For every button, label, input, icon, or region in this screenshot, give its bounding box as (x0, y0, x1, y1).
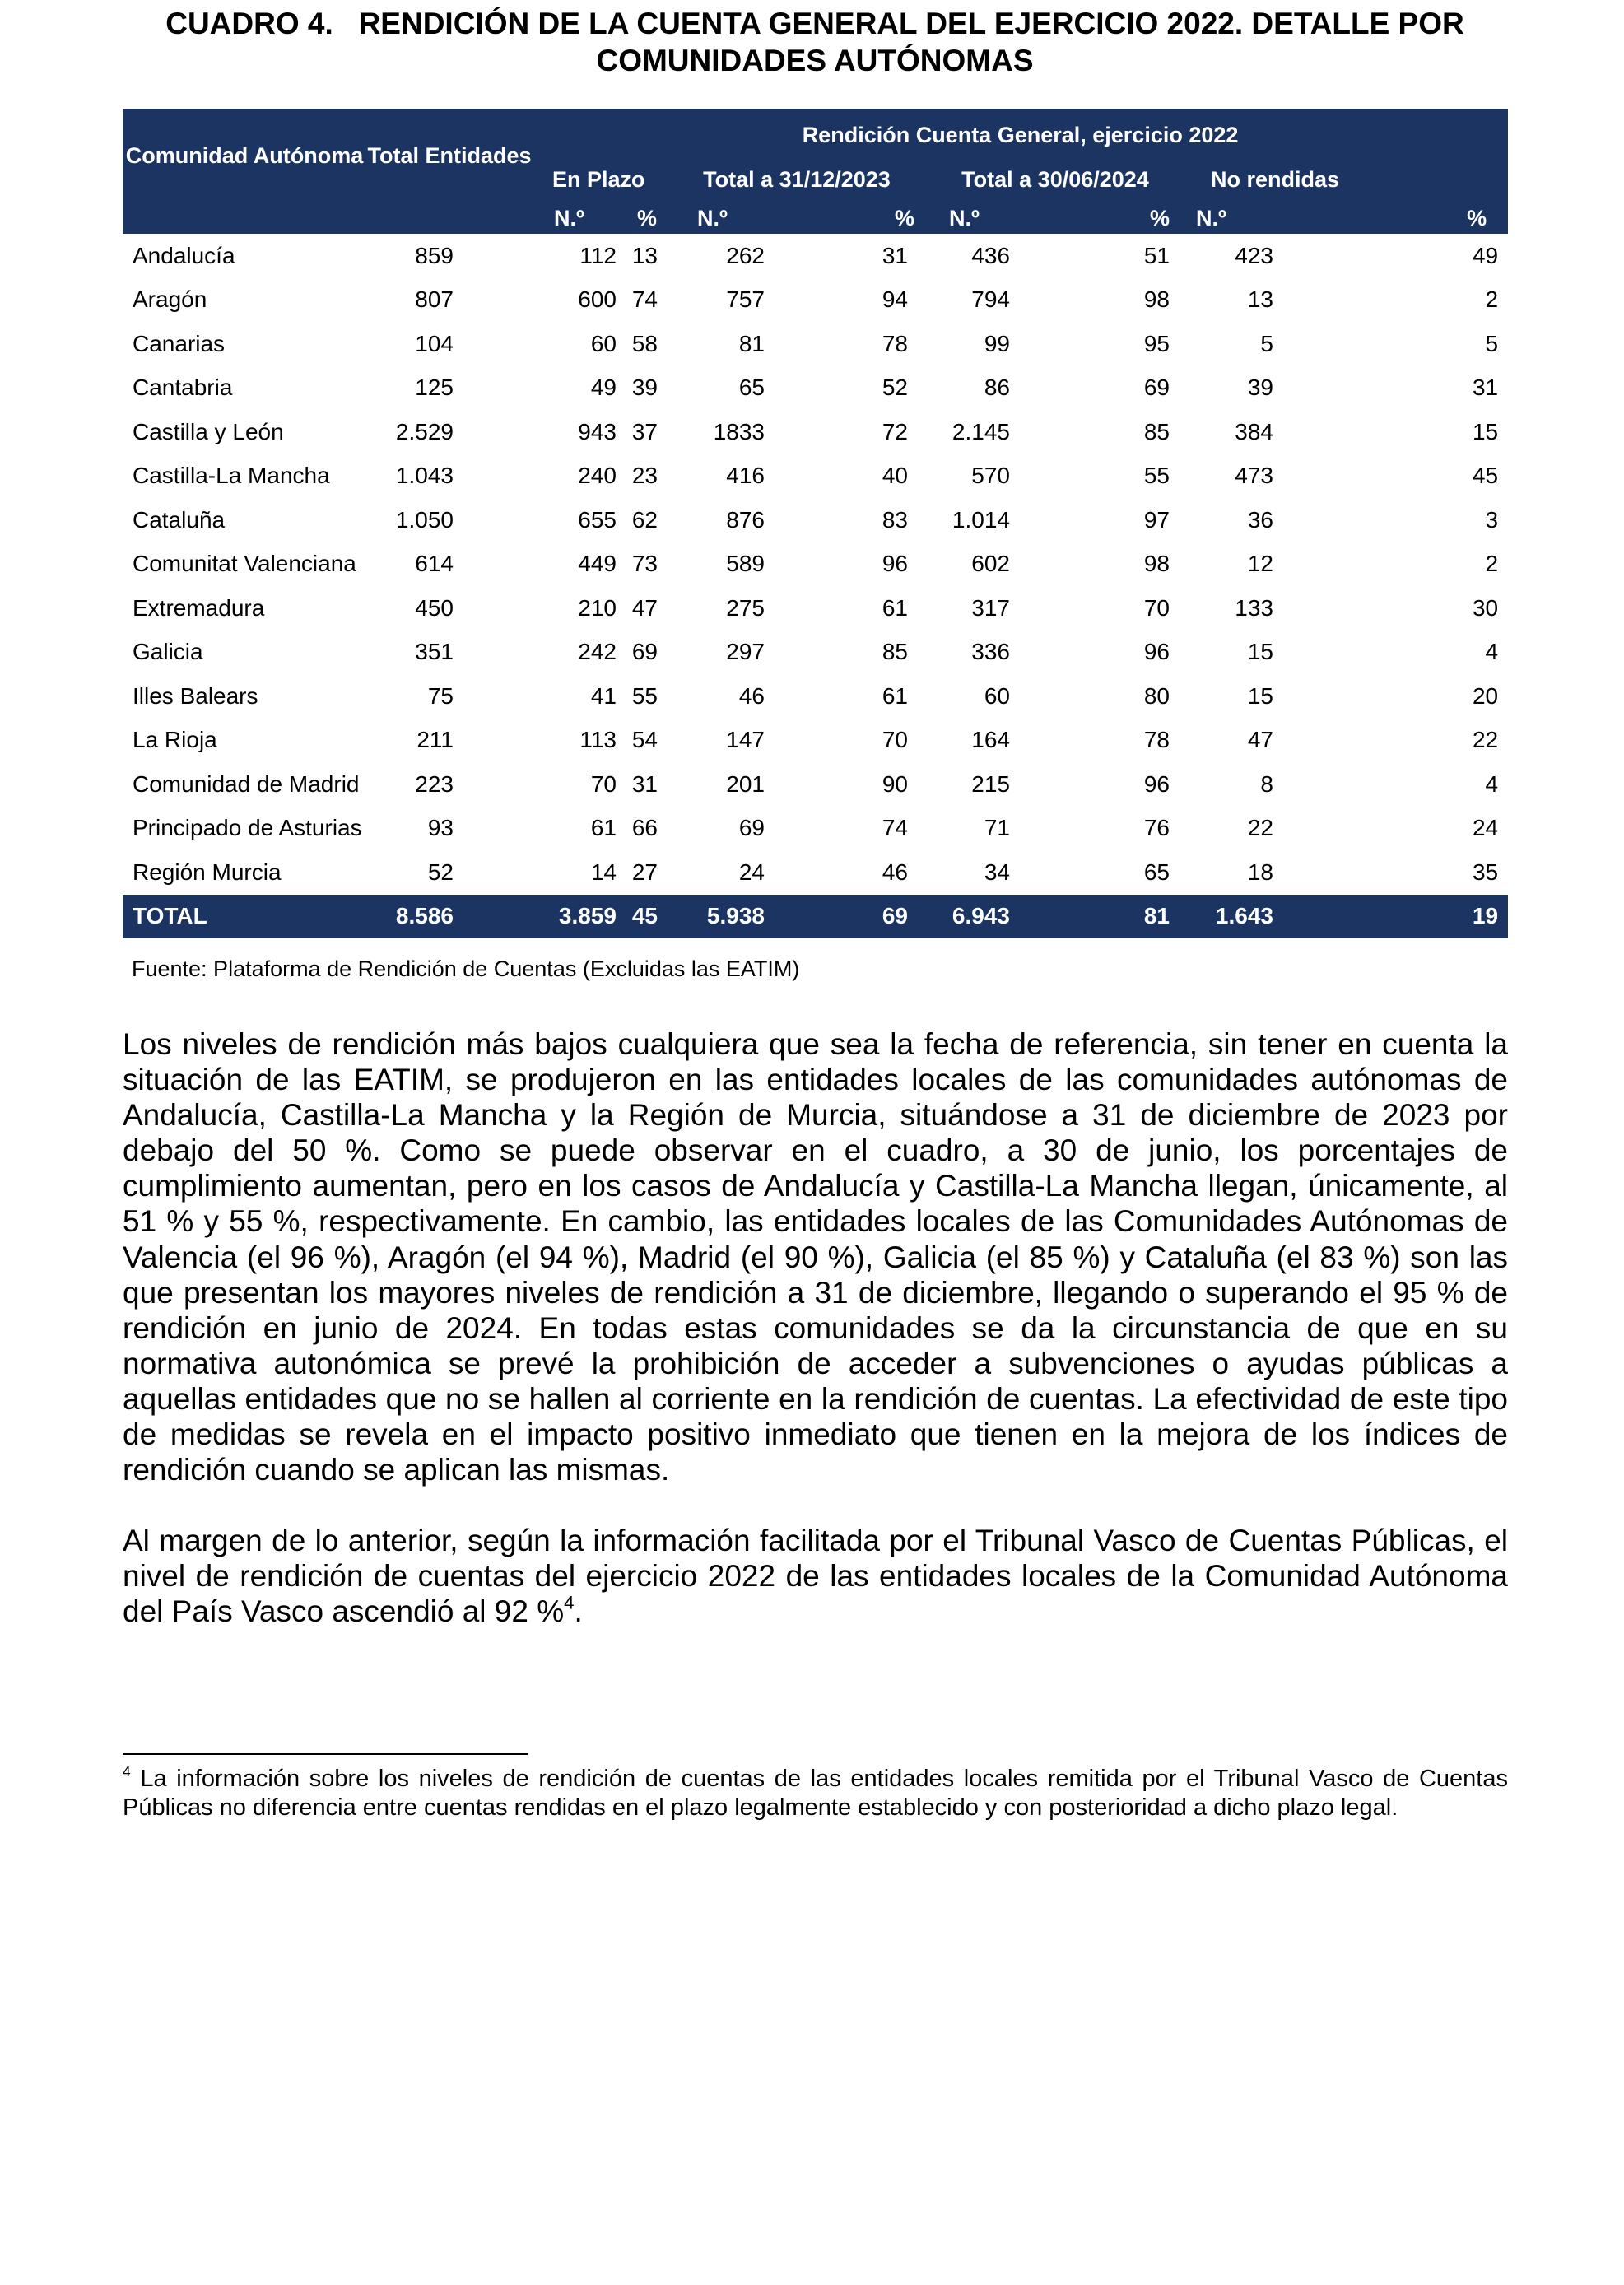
cell-ep-n: 210 (578, 594, 617, 621)
cell-t24-n: 570 (971, 463, 1010, 489)
cell-t24-p: 70 (1143, 594, 1170, 621)
paragraph-2-end: . (574, 1594, 583, 1629)
cell-total: 211 (416, 727, 454, 753)
cell-t23-p: 40 (882, 463, 908, 489)
cell-ep-n: 61 (590, 815, 617, 841)
cell-total: 807 (415, 286, 454, 313)
table-source: Fuente: Plataforma de Rendición de Cuentas (Excluidas las EATIM) (132, 956, 800, 981)
cell-t23-p: 61 (882, 594, 908, 621)
cell-t24-p: 96 (1143, 770, 1170, 797)
cell-t23-p: 52 (882, 375, 908, 401)
cell-total: 859 (415, 242, 454, 268)
cell-total: 8.586 (366, 895, 533, 939)
cell-nr-p: 5 (1485, 330, 1499, 356)
subheader-n: N.º (533, 202, 625, 234)
cell-t24-p: 76 (1143, 815, 1170, 841)
cell-nr-p: 3 (1485, 506, 1499, 533)
cell-t23-n: 876 (726, 506, 765, 533)
cell-t24-p: 80 (1143, 682, 1170, 709)
cell-total: 450 (415, 594, 454, 621)
community-name: Castilla-La Mancha (133, 463, 330, 489)
cell-ep-p: 47 (631, 594, 658, 621)
cell-nr-n: 13 (1247, 286, 1273, 313)
cell-total: 93 (427, 815, 454, 841)
cell-t23-n: 262 (726, 242, 765, 268)
cell-nr-p: 30 (1472, 594, 1499, 621)
cell-t23-p: 69 (814, 895, 924, 939)
cell-t23-p: 70 (882, 727, 908, 753)
cell-total: 125 (415, 375, 454, 401)
body-paragraph-2 (123, 1523, 1508, 1629)
cell-nr-p: 31 (1472, 375, 1499, 401)
cell-t23-n: 416 (726, 463, 765, 489)
cell-t24-p: 95 (1143, 330, 1170, 356)
cell-t23-p: 90 (882, 770, 908, 797)
table-row (123, 807, 1508, 851)
cell-t24-n: 86 (984, 375, 1010, 401)
cell-ep-p: 45 (625, 895, 669, 939)
cell-ep-p: 23 (631, 463, 658, 489)
community-name: Illes Balears (133, 682, 258, 709)
subheader-pct: % (1315, 202, 1508, 234)
cell-t24-n: 336 (971, 639, 1010, 665)
cell-nr-n: 133 (1235, 594, 1273, 621)
cell-t24-n: 6.943 (924, 895, 1074, 939)
table-row (123, 850, 1508, 895)
cell-t24-p: 81 (1074, 895, 1186, 939)
cell-ep-n: 70 (590, 770, 617, 797)
cell-ep-p: 73 (631, 551, 658, 577)
cell-t24-p: 85 (1143, 418, 1170, 444)
table-row (123, 631, 1508, 675)
total-row (123, 895, 1508, 939)
cell-nr-n: 12 (1247, 551, 1273, 577)
cell-nr-p: 2 (1485, 551, 1499, 577)
cell-t23-n: 275 (726, 594, 765, 621)
header-spacer (123, 202, 366, 234)
community-name: Canarias (133, 330, 226, 356)
community-name: Comunidad de Madrid (133, 770, 360, 797)
cell-t23-n: 1833 (713, 418, 765, 444)
community-name: Extremadura (133, 594, 265, 621)
footnote-reference: 4 (564, 1592, 575, 1613)
cell-t24-n: 164 (971, 727, 1010, 753)
table-row (123, 719, 1508, 763)
table-row (123, 762, 1508, 807)
cell-t23-p: 31 (882, 242, 908, 268)
cell-nr-n: 8 (1260, 770, 1273, 797)
cell-nr-p: 45 (1472, 463, 1499, 489)
cell-t23-n: 757 (726, 286, 765, 313)
cell-t23-p: 85 (882, 639, 908, 665)
table-row (123, 234, 1508, 278)
community-name: Galicia (133, 639, 203, 665)
cell-t23-n: 5.938 (669, 895, 814, 939)
cell-t24-p: 98 (1143, 286, 1170, 313)
cell-t24-n: 436 (971, 242, 1010, 268)
cell-nr-p: 4 (1485, 639, 1499, 665)
cell-ep-p: 55 (631, 682, 658, 709)
cell-ep-n: 14 (590, 859, 617, 885)
cell-t24-p: 98 (1143, 551, 1170, 577)
cell-t23-n: 297 (726, 639, 765, 665)
cell-t24-n: 34 (984, 859, 1010, 885)
cell-t24-n: 71 (984, 815, 1010, 841)
cell-t24-p: 51 (1143, 242, 1170, 268)
cell-ep-n: 3.859 (533, 895, 625, 939)
footnote-text: La información sobre los niveles de rendición de cuentas de las entidades locales remitida por el Tribunal Vasco de Cuentas Públicas no diferencia entre cuentas rendidas en el plazo legalmente establecido y con posterioridad a dicho plazo legal. (123, 1766, 1508, 1821)
cell-t24-n: 60 (984, 682, 1010, 709)
cell-t23-p: 61 (882, 682, 908, 709)
cell-ep-p: 31 (631, 770, 658, 797)
cell-ep-n: 242 (578, 639, 617, 665)
cell-ep-n: 60 (590, 330, 617, 356)
cell-nr-n: 384 (1235, 418, 1273, 444)
cell-nr-n: 22 (1247, 815, 1273, 841)
cell-total: 614 (415, 551, 454, 577)
cell-ep-n: 655 (578, 506, 617, 533)
cell-total: 2.529 (395, 418, 454, 444)
cell-nr-n: 473 (1235, 463, 1273, 489)
cell-t23-p: 96 (882, 551, 908, 577)
total-label: TOTAL (123, 895, 366, 939)
cell-t23-n: 81 (738, 330, 765, 356)
cell-t23-n: 147 (726, 727, 765, 753)
cell-total: 52 (427, 859, 454, 885)
table-row (123, 586, 1508, 631)
cell-ep-n: 600 (578, 286, 617, 313)
cell-t24-n: 215 (971, 770, 1010, 797)
community-name: Castilla y León (133, 418, 284, 444)
cell-ep-p: 37 (631, 418, 658, 444)
subheader-pct: % (625, 202, 669, 234)
table-row (123, 674, 1508, 719)
table-row (123, 366, 1508, 411)
table-row (123, 454, 1508, 499)
community-name: Comunitat Valenciana (133, 551, 356, 577)
cell-nr-n: 18 (1247, 859, 1273, 885)
cell-t23-n: 589 (726, 551, 765, 577)
cell-t23-p: 72 (882, 418, 908, 444)
cell-ep-p: 54 (631, 727, 658, 753)
cell-ep-p: 39 (631, 375, 658, 401)
subheader-pct: % (814, 202, 924, 234)
table-title (123, 5, 1506, 79)
table-body (123, 234, 1508, 938)
cell-ep-n: 41 (590, 682, 617, 709)
cell-t24-n: 794 (971, 286, 1010, 313)
footnote-marker: 4 (123, 1762, 131, 1780)
cell-t23-p: 94 (882, 286, 908, 313)
table-row (123, 410, 1508, 454)
community-name: Cantabria (133, 375, 233, 401)
cell-t24-p: 65 (1143, 859, 1170, 885)
cell-nr-p: 35 (1472, 859, 1499, 885)
cell-ep-p: 58 (631, 330, 658, 356)
header-group: Rendición Cuenta General, ejercicio 2022 (533, 109, 1508, 157)
cell-t23-p: 78 (882, 330, 908, 356)
header-spacer (366, 202, 533, 234)
subheader-pct: % (1074, 202, 1186, 234)
paragraph-2-text: Al margen de lo anterior, según la información facilitada por el Tribunal Vasco de Cuentas Públicas, el nivel de rendición de cuentas del ejercicio 2022 de las entidades locales de la Comunidad Autónoma del País Vasco ascendió al 92 % (123, 1524, 1508, 1629)
header-no-rendidas: No rendidas (1186, 157, 1508, 202)
community-name: Cataluña (133, 506, 226, 533)
header-total-2024: Total a 30/06/2024 (924, 157, 1186, 202)
cell-ep-n: 943 (578, 418, 617, 444)
header-total-2023: Total a 31/12/2023 (669, 157, 924, 202)
cell-t23-n: 24 (738, 859, 765, 885)
cell-t23-p: 74 (882, 815, 908, 841)
cell-nr-n: 5 (1260, 330, 1273, 356)
subheader-n: N.º (924, 202, 1074, 234)
cell-t23-n: 46 (738, 682, 765, 709)
cell-t24-n: 99 (984, 330, 1010, 356)
cell-t24-n: 1.014 (952, 506, 1010, 533)
cell-ep-p: 13 (631, 242, 658, 268)
cell-nr-n: 15 (1247, 682, 1273, 709)
cell-nr-p: 49 (1472, 242, 1499, 268)
cell-ep-n: 112 (579, 242, 617, 268)
table-row (123, 322, 1508, 366)
community-name: Andalucía (133, 242, 235, 268)
cell-t24-n: 317 (971, 594, 1010, 621)
cell-ep-p: 66 (631, 815, 658, 841)
cell-nr-n: 423 (1235, 242, 1273, 268)
community-name: La Rioja (133, 727, 217, 753)
cell-t23-p: 46 (882, 859, 908, 885)
subheader-n: N.º (1186, 202, 1315, 234)
cell-total: 1.043 (395, 463, 454, 489)
cell-nr-p: 24 (1472, 815, 1499, 841)
cell-nr-p: 15 (1472, 418, 1499, 444)
cell-ep-n: 113 (579, 727, 617, 753)
header-en-plazo: En Plazo (533, 157, 669, 202)
table-row (123, 278, 1508, 323)
cell-t24-p: 97 (1143, 506, 1170, 533)
cell-t23-n: 65 (738, 375, 765, 401)
cell-nr-n: 47 (1247, 727, 1273, 753)
cell-t24-p: 78 (1143, 727, 1170, 753)
cell-nr-n: 1.643 (1186, 895, 1315, 939)
cell-t24-p: 69 (1143, 375, 1170, 401)
cell-total: 104 (415, 330, 454, 356)
cell-nr-p: 20 (1472, 682, 1499, 709)
cell-nr-n: 36 (1247, 506, 1273, 533)
cell-ep-p: 27 (631, 859, 658, 885)
cell-t24-n: 2.145 (952, 418, 1010, 444)
cell-t24-n: 602 (971, 551, 1010, 577)
cell-nr-p: 19 (1315, 895, 1508, 939)
community-name: Principado de Asturias (133, 815, 362, 841)
cell-ep-n: 449 (578, 551, 617, 577)
community-name: Aragón (133, 286, 207, 313)
cell-nr-p: 4 (1485, 770, 1499, 797)
cell-ep-p: 69 (631, 639, 658, 665)
body-paragraph-1: Los niveles de rendición más bajos cualquiera que sea la fecha de referencia, sin tener en cuenta la situación de las EATIM, se produjeron en las entidades locales de las comunidades autónomas de Andalucía, Castilla-La Mancha y la Región de Murcia, situándose a 31 de diciembre de 2023 por debajo del 50 %. Como se puede observar en el cuadro, a 30 de junio, los porcentajes de cumplimiento aumentan, pero en los casos de Andalucía y Castilla-La Mancha llegan, únicamente, al 51 % y 55 %, respectivamente. En cambio, las entidades locales de las Comunidades Autónomas de Valencia (el 96 %), Aragón (el 94 %), Madrid (el 90 %), Galicia (el 85 %) y Cataluña (el 83 %) son las que presentan los mayores niveles de rendición a 31 de diciembre, llegando o superando el 95 % de rendición en junio de 2024. En todas estas comunidades se da la circunstancia de que en su normativa autonómica se prevé la prohibición de acceder a subvenciones o ayudas públicas a aquellas entidades que no se hallen al corriente en la rendición de cuentas. La efectividad de este tipo de medidas se revela en el impacto positivo inmediato que tienen en la mejora de los índices de rendición cuando se aplican las mismas. (123, 1027, 1508, 1487)
community-name: Región Murcia (133, 859, 282, 885)
footnote (123, 1762, 1508, 1822)
cell-total: 351 (415, 639, 454, 665)
cell-t24-p: 96 (1143, 639, 1170, 665)
title-line-1: CUADRO 4. RENDICIÓN DE LA CUENTA GENERAL DEL EJERCICIO 2022. DETALLE POR (165, 7, 1464, 40)
cell-nr-p: 22 (1472, 727, 1499, 753)
table-row (123, 542, 1508, 587)
cell-total: 223 (415, 770, 454, 797)
cell-nr-p: 2 (1485, 286, 1499, 313)
title-line-2: COMUNIDADES AUTÓNOMAS (596, 44, 1034, 77)
table-row (123, 498, 1508, 542)
cell-total: 75 (427, 682, 454, 709)
cell-t23-p: 83 (882, 506, 908, 533)
cell-ep-p: 62 (631, 506, 658, 533)
cell-t23-n: 201 (726, 770, 765, 797)
cell-t23-n: 69 (738, 815, 765, 841)
cell-nr-n: 15 (1247, 639, 1273, 665)
cell-ep-p: 74 (631, 286, 658, 313)
footnote-separator (123, 1753, 528, 1755)
cell-ep-n: 240 (578, 463, 617, 489)
subheader-n: N.º (669, 202, 814, 234)
cell-nr-n: 39 (1247, 375, 1273, 401)
header-community: Comunidad Autónoma (123, 109, 366, 202)
cell-t24-p: 55 (1143, 463, 1170, 489)
cell-total: 1.050 (395, 506, 454, 533)
header-total-entities: Total Entidades (366, 109, 533, 202)
rendition-table (123, 109, 1508, 938)
cell-ep-n: 49 (590, 375, 617, 401)
